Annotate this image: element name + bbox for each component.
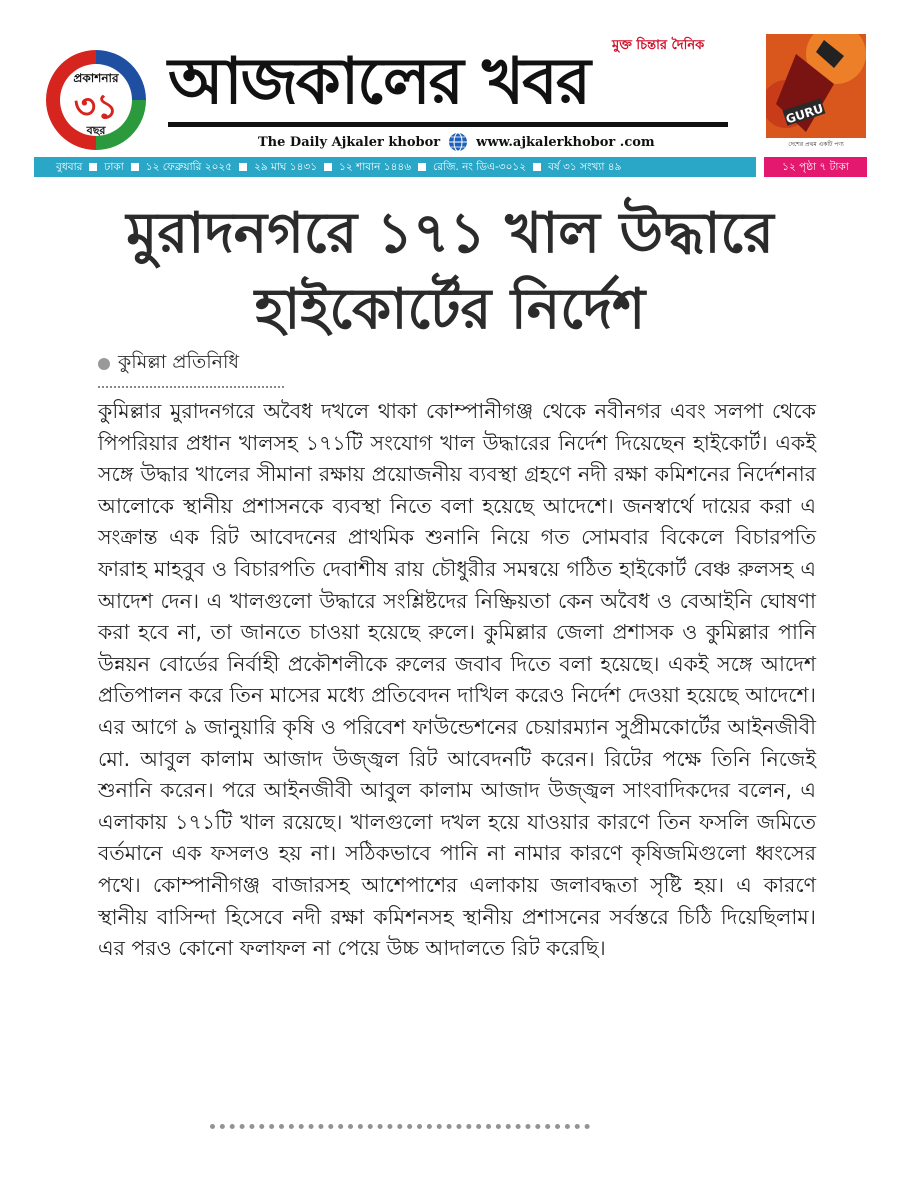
separator-square-icon: [131, 163, 139, 171]
dateline-bangla-date: ২৯ মাঘ ১৪৩১: [254, 161, 318, 173]
dateline-city: ঢাকা: [104, 161, 124, 173]
separator-square-icon: [89, 163, 97, 171]
anniversary-number: ৩১: [73, 87, 119, 127]
dateline-registration: রেজি. নং ডিএ-৩০১২: [433, 161, 527, 173]
subline: [258, 132, 655, 152]
separator-square-icon: [533, 163, 541, 171]
website-link[interactable]: www.ajkalerkhobor .com: [476, 134, 655, 150]
byline: [98, 348, 284, 388]
anniversary-text-bottom: বছর: [86, 124, 106, 137]
byline-text: কুমিল্লা প্রতিনিধি: [118, 351, 240, 373]
dateline-bar: [34, 157, 756, 177]
price-box: ১২ পৃষ্ঠা ৭ টাকা: [764, 157, 867, 177]
separator-square-icon: [418, 163, 426, 171]
ad-brand: GURU: [784, 101, 826, 127]
ad-image: [766, 34, 866, 138]
dateline-day: বুধবার: [56, 161, 83, 173]
separator-square-icon: [324, 163, 332, 171]
advertisement[interactable]: [766, 34, 866, 150]
anniversary-text-top: প্রকাশনার: [73, 71, 119, 85]
dateline-volume-issue: বর্ষ ৩১ সংখ্যা ৪৯: [548, 161, 622, 173]
bullet-dot-icon: [98, 358, 110, 370]
globe-icon: [448, 132, 468, 152]
article-headline: [70, 196, 830, 348]
cut-divider: [210, 1124, 590, 1137]
dateline-gregorian-date: ১২ ফেব্রুয়ারি ২০২৫: [145, 161, 233, 173]
anniversary-logo-icon: [40, 44, 152, 156]
english-name: The Daily Ajkaler khobor: [258, 134, 441, 150]
separator-square-icon: [239, 163, 247, 171]
masthead: [0, 0, 900, 180]
headline-line-2: হাইকোর্টের নির্দেশ: [254, 277, 646, 342]
dateline-hijri-date: ১২ শাবান ১৪৪৬: [339, 161, 412, 173]
ad-caption: দেশের প্রথম একটি পণ্য: [788, 141, 844, 148]
newspaper-name: আজকালের খবর: [168, 42, 728, 127]
tagline: মুক্ত চিন্তার দৈনিক: [612, 38, 705, 53]
article-body: কুমিল্লার মুরাদনগরে অবৈধ দখলে থাকা কোম্পানীগঞ্জ থেকে নবীনগর এবং সলপা থেকে পিপরিয়ার প্রধান খালসহ ১৭১টি সংযোগ খাল উদ্ধারের নির্দেশ দিয়েছেন হাইকোর্ট। একই সঙ্গে উদ্ধার খালের সীমানা রক্ষায় প্রয়োজনীয় ব্যবস্থা গ্রহণে নদী রক্ষা কমিশনের নির্দেশনার আলোকে স্থানীয় প্রশাসনকে ব্যবস্থা নিতে বলা হয়েছে আদেশে। জনস্বার্থে দায়ের করা এ সংক্রান্ত এক রিট আবেদনের প্রাথমিক শুনানি নিয়ে গত সোমবার বিকেলে বিচারপতি ফারাহ মাহবুব ও বিচারপতি দেবাশীষ রায় চৌধুরীর সমন্বয়ে গঠিত হাইকোর্ট বেঞ্চ রুলসহ এ আদেশ দেন। এ খালগুলো উদ্ধারে সংশ্লিষ্টদের নিষ্ক্রিয়তা কেন অবৈধ ও বেআইনি ঘোষণা করা হবে না, তা জানতে চাওয়া হয়েছে রুলে। কুমিল্লার জেলা প্রশাসক ও কুমিল্লার পানি উন্নয়ন বোর্ডের নির্বাহী প্রকৌশলীকে রুলের জবাব দিতে বলা হয়েছে। একই সঙ্গে আদেশ প্রতিপালন করে তিন মাসের মধ্যে প্রতিবেদন দাখিল করেও নির্দেশ দেওয়া হয়েছে আদেশে। এর আগে ৯ জানুয়ারি কৃষি ও পরিবেশ ফাউন্ডেশনের চেয়ারম্যান সুপ্রীমকোর্টের আইনজীবী মো. আবুল কালাম আজাদ উজ্জ্বল রিট আবেদনটি করেন। রিটের পক্ষে তিনি নিজেই শুনানি করেন। পরে আইনজীবী আবুল কালাম আজাদ উজ্জ্বল সাংবাদিকদের বলেন, এ এলাকায় ১৭১টি খাল রয়েছে। খালগুলো দখল হয়ে যাওয়ার কারণে তিন ফসলি জমিতে বর্তমানে এক ফসলও হয় না। সঠিকভাবে পানি না নামার কারণে কৃষিজমিগুলো ধ্বংসের পথে। কোম্পানীগঞ্জ বাজারসহ আশেপাশের এলাকায় জলাবদ্ধতা সৃষ্টি হয়। এ কারণে স্থানীয় বাসিন্দা হিসেবে নদী রক্ষা কমিশনসহ স্থানীয় প্রশাসনের সর্বস্তরে চিঠি দিয়েছিলাম। এর পরও কোনো ফলাফল না পেয়ে উচ্চ আদালতে রিট করেছি।: [98, 399, 816, 961]
headline-line-1: মুরাদনগরে ১৭১ খাল উদ্ধারে: [126, 201, 774, 266]
